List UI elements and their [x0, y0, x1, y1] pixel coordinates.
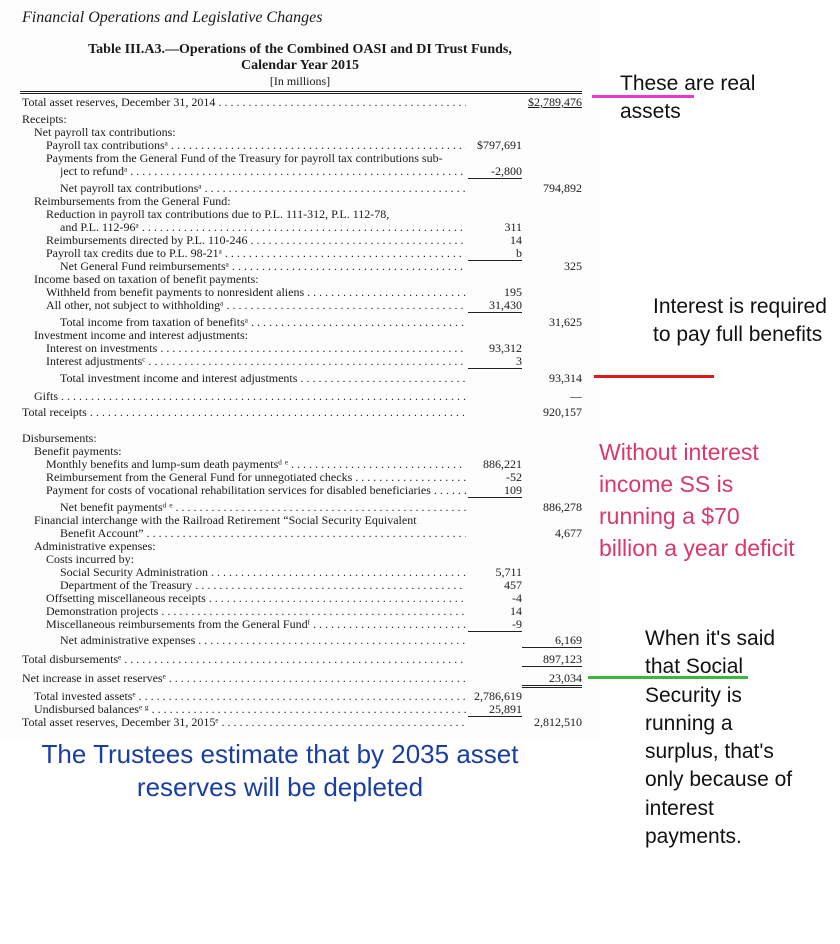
table-row [0, 96, 600, 109]
table-row [0, 540, 600, 553]
row-value-col2: 93,314 [549, 371, 582, 385]
table-row [0, 634, 600, 647]
row-value-col2: 4,677 [555, 526, 582, 540]
row-label: Net administrative expenses . . . [60, 634, 466, 647]
table-row [0, 355, 600, 368]
row-label: Net payroll tax contributions: [34, 126, 176, 139]
table-row [0, 653, 600, 666]
table-row [0, 182, 600, 195]
table-row [0, 716, 600, 729]
row-label: Benefit payments: [34, 445, 122, 458]
row-label: All other, not subject to withholdingᵃ . . . [46, 299, 466, 312]
row-label: Demonstration projects . . . [46, 605, 466, 618]
row-label: Offsetting miscellaneous receipts . . . [46, 592, 466, 605]
table-row [0, 672, 600, 685]
table-row [0, 342, 600, 355]
row-label: Reimbursements from the General Fund: [34, 195, 231, 208]
table-row [0, 247, 600, 260]
table-title-line2: Calendar Year 2015 [241, 58, 359, 73]
row-label: Payroll tax credits due to P.L. 98-21ᵃ . . . [46, 247, 466, 260]
row-label: Interest adjustmentsᶜ . . . [46, 355, 466, 368]
row-value-col1: 311 [504, 220, 522, 234]
row-label: Payment for costs of vocational rehabilitation services for disabled beneficiaries . . . [46, 484, 466, 497]
row-label: Reimbursements directed by P.L. 110-246 . . . [46, 234, 466, 247]
table-row [0, 113, 600, 126]
row-label: Total investment income and interest adjustments . . . [60, 372, 466, 385]
surplus-note: When it's said that Social Security is running a surplus, that's only because of interest payments. [645, 627, 793, 849]
row-value-col1: 14 [510, 604, 522, 618]
table-row [0, 406, 600, 419]
row-value-col1: -9 [468, 618, 522, 632]
row-label: Withheld from benefit payments to nonresident aliens . . . [46, 286, 466, 299]
row-value-col1: 5,711 [495, 565, 522, 579]
row-value-col1: 886,221 [483, 457, 522, 471]
page-header: Financial Operations and Legislative Changes [22, 9, 323, 26]
row-value-col1: 25,891 [468, 703, 522, 717]
table-row [0, 527, 600, 540]
row-value-col1: $797,691 [477, 138, 522, 152]
table-row [0, 432, 600, 445]
row-label: Gifts . . . [34, 390, 466, 403]
row-value-col1: b [468, 247, 522, 261]
row-value-col2: 794,892 [543, 181, 582, 195]
table-row [0, 605, 600, 618]
row-value-col2: 886,278 [543, 500, 582, 514]
row-value-col1: 31,430 [468, 299, 522, 313]
row-value-col2: 920,157 [543, 405, 582, 419]
row-label: Total asset reserves, December 31, 2014 . . . [22, 96, 466, 109]
table-row [0, 501, 600, 514]
row-label: Net benefit paymentsᵈ ᵉ . . . [60, 501, 466, 514]
real-assets-note: These are real assets [620, 72, 756, 123]
row-label: Total invested assetsᵉ . . . [34, 690, 466, 703]
row-label: Payroll tax contributionsᵃ . . . [46, 139, 466, 152]
table-row [0, 139, 600, 152]
row-label: Undisbursed balancesᵉ ᵍ . . . [34, 703, 466, 716]
table-row [0, 316, 600, 329]
row-value-col2: 23,034 [522, 672, 582, 688]
row-label: Department of the Treasury . . . [60, 579, 466, 592]
table-row [0, 579, 600, 592]
row-label: Benefit Account” . . . [60, 527, 466, 540]
row-label: Net payroll tax contributionsᵃ . . . [60, 182, 466, 195]
row-value-col2: $2,789,476 [528, 95, 582, 109]
row-value-col2: 325 [564, 259, 582, 273]
table-row [0, 703, 600, 716]
table-row [0, 514, 600, 527]
row-label: Income based on taxation of benefit payments: [34, 273, 259, 286]
table-row [0, 165, 600, 178]
row-label: Miscellaneous reimbursements from the General Fundᶠ . . . [46, 618, 466, 631]
row-value-col2: 6,169 [522, 634, 582, 648]
table-row [0, 260, 600, 273]
table-row [0, 390, 600, 403]
row-label: Administrative expenses: [34, 540, 156, 553]
row-value-col1: 2,786,619 [474, 689, 522, 703]
row-label: Net General Fund reimbursementsᵃ . . . [60, 260, 466, 273]
table-row [0, 234, 600, 247]
row-value-col1: -2,800 [468, 165, 522, 179]
row-value-col1: 3 [468, 355, 522, 369]
row-value-col1: -4 [512, 591, 522, 605]
row-label: Total disbursementsᵉ . . . [22, 653, 466, 666]
red-marker [594, 375, 714, 378]
row-label: Social Security Administration . . . [60, 566, 466, 579]
row-value-col2: — [570, 389, 582, 403]
table-row [0, 195, 600, 208]
row-value-col2: 897,123 [522, 653, 582, 667]
table-row [0, 484, 600, 497]
row-label: Financial interchange with the Railroad Retirement “Social Security Equivalent [34, 514, 417, 527]
row-label: Monthly benefits and lump-sum death paymentsᵈ ᵉ . . . [46, 458, 466, 471]
row-value-col1: -52 [506, 470, 522, 484]
row-label: Net increase in asset reservesᵉ . . . [22, 672, 466, 685]
row-label: Reimbursement from the General Fund for unnegotiated checks . . . [46, 471, 466, 484]
row-label: Total asset reserves, December 31, 2015ᵉ . . . [22, 716, 466, 729]
row-value-col1: 14 [510, 233, 522, 247]
row-value-col2: 2,812,510 [534, 715, 582, 729]
table-top-rule-2 [20, 93, 582, 94]
table-title-line1: Table III.A3.—Operations of the Combined OASI and DI Trust Funds, [88, 42, 512, 57]
row-label: Receipts: [22, 113, 67, 126]
row-value-col1: 93,312 [489, 341, 522, 355]
trustees-note: The Trustees estimate that by 2035 asset reserves will be depleted [41, 739, 519, 802]
row-label: Interest on investments . . . [46, 342, 466, 355]
row-value-col2: 31,625 [549, 315, 582, 329]
row-value-col1: 109 [468, 484, 522, 498]
row-label: Investment income and interest adjustments: [34, 329, 248, 342]
without-interest-note: Without interest income SS is running a $70 billion a year deficit [599, 439, 795, 561]
interest-note: Interest is required to pay full benefits [653, 295, 827, 346]
row-label: Disbursements: [22, 432, 97, 445]
row-label: Costs incurred by: [46, 553, 134, 566]
row-label: Reduction in payroll tax contributions due to P.L. 111-312, P.L. 112-78, [46, 208, 390, 221]
table-row [0, 372, 600, 385]
row-label: Payments from the General Fund of the Treasury for payroll tax contributions sub- [46, 152, 443, 165]
row-value-col1: 457 [504, 578, 522, 592]
table-row [0, 299, 600, 312]
row-value-col1: 195 [504, 285, 522, 299]
row-label: Total receipts . . . [22, 406, 466, 419]
row-label: and P.L. 112-96ᵃ . . . [60, 221, 466, 234]
table-row [0, 618, 600, 631]
row-label: ject to refundᵃ . . . [60, 165, 466, 178]
row-label: Total income from taxation of benefitsᵃ . . . [60, 316, 466, 329]
table-unit: [In millions] [269, 74, 331, 88]
table-top-rule [20, 91, 582, 92]
